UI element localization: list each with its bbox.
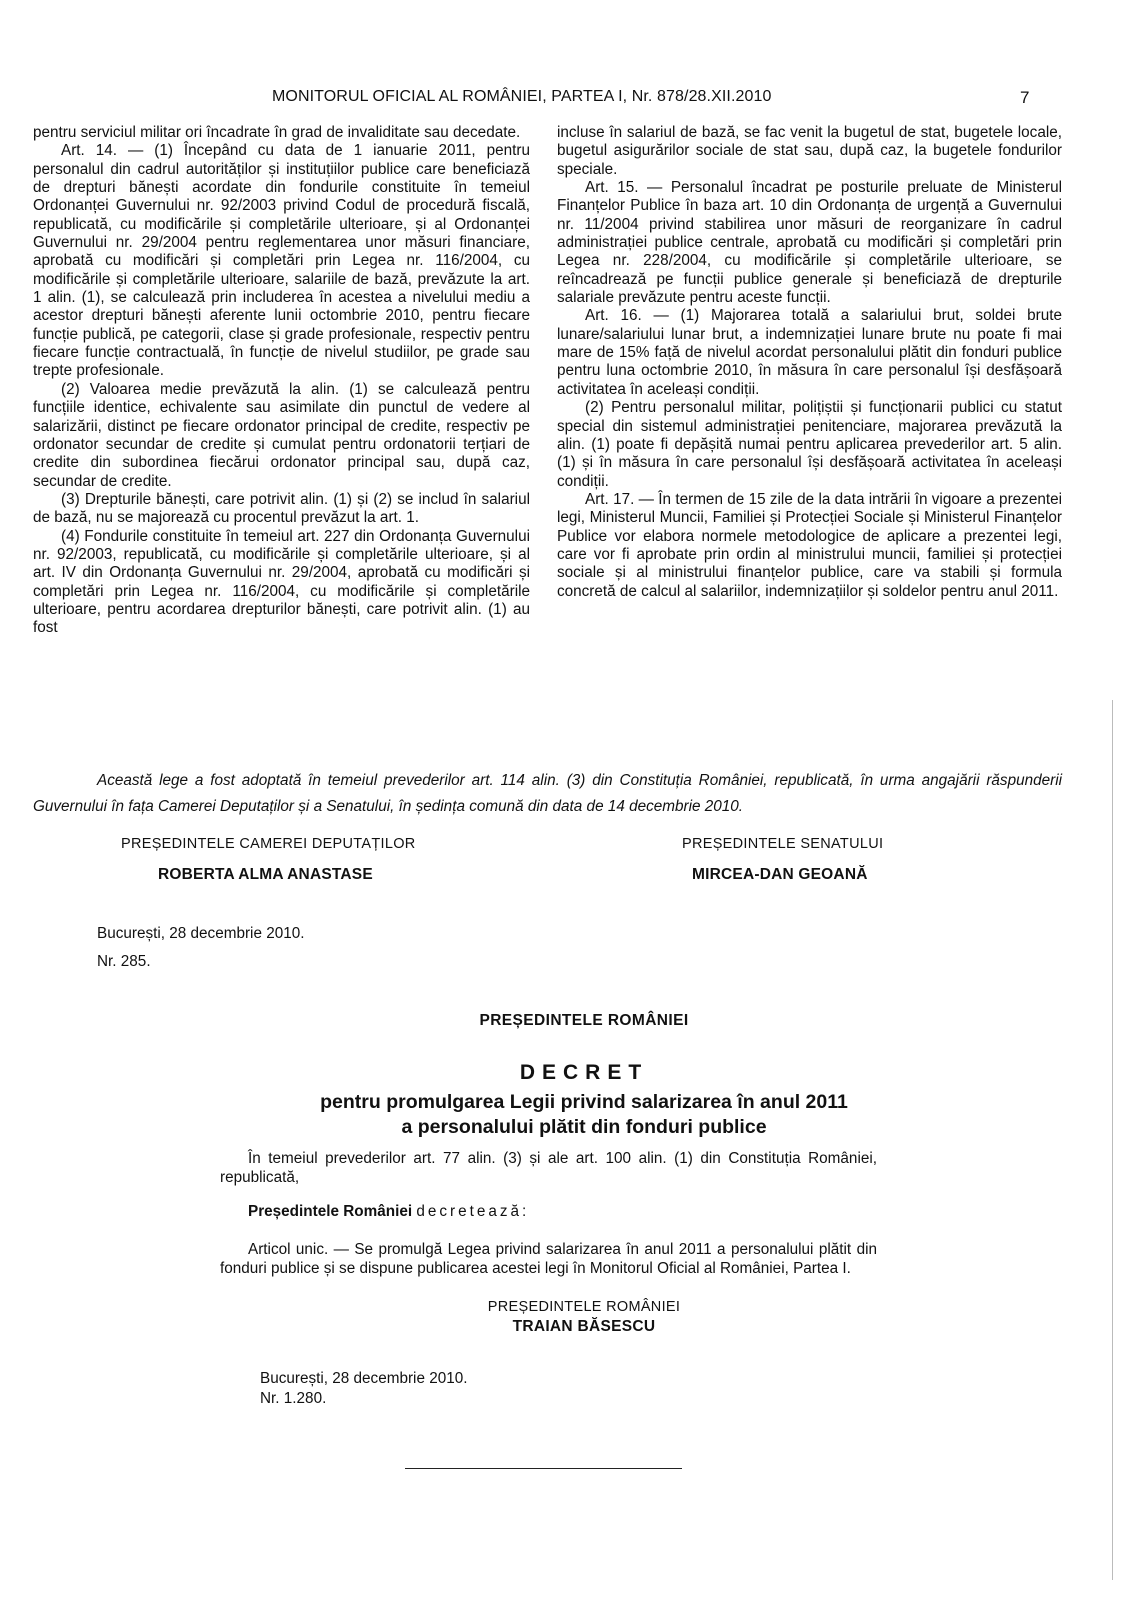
paragraph: incluse în salariul de bază, se fac venit la bugetul de stat, bugetele locale, bugetul asigurărilor sociale de stat sau, după caz, la bugetele fondurilor speciale. — [557, 124, 1062, 178]
decree-statement — [220, 1203, 877, 1222]
decree-title — [0, 1090, 1133, 1140]
senate-president-name: MIRCEA-DAN GEOANĂ — [692, 866, 868, 883]
law-number: Nr. 285. — [97, 953, 151, 970]
decree-signer-name: TRAIAN BĂSESCU — [512, 1318, 656, 1335]
article-14-paragraph-1: Art. 14. — (1) Începând cu data de 1 ianuarie 2011, pentru personalul din cadrul autorităților și instituțiilor publice care beneficiază de drepturi bănești acordate din fondurile constituite în temeiul Ordonanței Guvernului nr. 92/2003 privind Codul de procedură fiscală, republicată, cu modificările și completările ulterioare, și al Ordonanței Guvernului nr. 29/2004 pentru reglementarea unor măsuri financiare, aprobată cu modificări și completări prin Legea nr. 116/2004, cu modificările și completările ulterioare, salariile de bază, prevăzute la art. 1 alin. (1), se calculează prin includerea în acestea a nivelului mediu a acestor drepturi bănești aferente lunii octombrie 2010, pentru fiecare funcție publică, pe categorii, clase și grade profesionale, respectiv pentru fiecare funcție contractuală, în funcție de nivelul studiilor, pe grade sau trepte profesionale. — [33, 142, 530, 380]
decree-issuer: PREȘEDINTELE ROMÂNIEI — [479, 1012, 689, 1029]
decree-signer-role: PREȘEDINTELE ROMÂNIEI — [487, 1299, 681, 1315]
article-16-paragraph-2: (2) Pentru personalul militar, polițiștii și funcționarii publici cu statut special din sistemul administrației penitenciare, majorarea prevăzută la alin. (1) poate fi depășită numai pentru aplicarea prevederilor art. 5 alin. (1) și în măsura în care personalul își desfășoară activitatea în aceleași condiții. — [557, 399, 1062, 490]
article-15: Art. 15. — Personalul încadrat pe posturile preluate de Ministerul Finanțelor Publice în baza art. 10 din Ordonanța de urgență a Guvernului nr. 11/2004 privind stabilirea unor măsuri de reorganizare în cadrul administrației publice centrale, aprobată cu modificări și completări prin Legea nr. 228/2004, cu modificările și completările ulterioare, se reîncadrează pe funcții publice generale și beneficiază de drepturile salariale prevăzute pentru aceste funcții. — [557, 179, 1062, 307]
decree-basis — [220, 1150, 877, 1187]
left-column — [33, 124, 530, 638]
decree-title-line-2: a personalului plătit din fonduri publice — [401, 1116, 767, 1138]
article-14-paragraph-2: (2) Valoarea medie prevăzută la alin. (1) se calculează pentru funcțiile identice, echivalente sau asimilate din punctul de vedere al salarizării, distinct pe fiecare ordonator principal de credite, respectiv pe ordonator secundar de credite și cumulat pentru ordonatorii terțiari de credite din subordinea fiecărui ordonator principal sau, după caz, secundar de credite. — [33, 380, 530, 490]
article-14-paragraph-4: (4) Fondurile constituite în temeiul art. 227 din Ordonanța Guvernului nr. 92/2003, republicată, cu modificările și completările ulterioare, și al art. IV din Ordonanța Guvernului nr. 29/2004, aprobată cu modificări și completări prin Legea nr. 116/2004, cu modificările și completările ulterioare, pentru acordarea drepturilor bănești, care potrivit alin. (1) au fost — [33, 527, 530, 637]
page-header — [0, 88, 1133, 110]
decree-number: Nr. 1.280. — [260, 1390, 327, 1407]
article-17: Art. 17. — În termen de 15 zile de la data intrării în vigoare a prezentei legi, Ministerul Muncii, Familiei și Protecției Sociale și Ministerul Finanțelor Publice vor elabora normele metodologice de aplicare a prezentei legi, care vor fi aprobate prin ordin al ministrului muncii, familiei și protecției sociale și al ministrului finanțelor publice, care va stabili și formula concretă de calcul al salariilor, indemnizațiilor și soldelor pentru anul 2011. — [557, 490, 1062, 600]
article-16-paragraph-1: Art. 16. — (1) Majorarea totală a salariului brut, soldei brute lunare/salariului lunar brut, a indemnizației lunare brute nu poate fi mai mare de 15% față de nivelul acordat personalului plătit din fonduri publice pentru luna octombrie 2010, în măsura în care personalul își desfășoară activitatea în aceleași condiții. — [557, 307, 1062, 398]
right-column — [557, 124, 1062, 601]
decree-verb: decretează: — [416, 1203, 530, 1220]
page-number: 7 — [1020, 88, 1030, 107]
decree-label: DECRET — [519, 1061, 649, 1084]
paragraph: pentru serviciul militar ori încadrate în grad de invaliditate sau decedate. — [33, 124, 521, 141]
decree-title-line-1: pentru promulgarea Legii privind salarizarea în anul 2011 — [320, 1091, 848, 1113]
decree-article-text: Articol unic. — Se promulgă Legea privind salarizarea în anul 2011 a personalului plătit din fonduri publice și se dispune publicarea acestei legi în Monitorul Oficial al României, Partea I. — [220, 1241, 877, 1277]
end-divider — [405, 1468, 682, 1469]
decree-article — [220, 1241, 877, 1278]
article-14-paragraph-3: (3) Drepturile bănești, care potrivit alin. (1) și (2) se includ în salariul de bază, nu se majorează cu procentul prevăzut la art. 1. — [33, 490, 530, 527]
scan-edge-line — [1112, 700, 1113, 1580]
senate-president-role: PREȘEDINTELE SENATULUI — [682, 836, 884, 852]
decree-place-date: București, 28 decembrie 2010. — [260, 1370, 468, 1387]
adoption-note: Această lege a fost adoptată în temeiul prevederilor art. 114 alin. (3) din Constituția României, republicată, în urma angajării răspunderii Guvernului în fața Camerei Deputaților și a Senatului, în ședința comună din data de 14 decembrie 2010. — [33, 772, 1062, 815]
decree-subject: Președintele României — [248, 1203, 413, 1220]
publication-title: MONITORUL OFICIAL AL ROMÂNIEI, PARTEA I, Nr. 878/28.XII.2010 — [272, 88, 772, 105]
law-place-date: București, 28 decembrie 2010. — [97, 925, 305, 942]
chamber-president-role: PREȘEDINTELE CAMEREI DEPUTAȚILOR — [121, 836, 416, 852]
chamber-president-name: ROBERTA ALMA ANASTASE — [158, 866, 373, 883]
decree-basis-text: În temeiul prevederilor art. 77 alin. (3) și ale art. 100 alin. (1) din Constituția României, republicată, — [220, 1150, 877, 1186]
